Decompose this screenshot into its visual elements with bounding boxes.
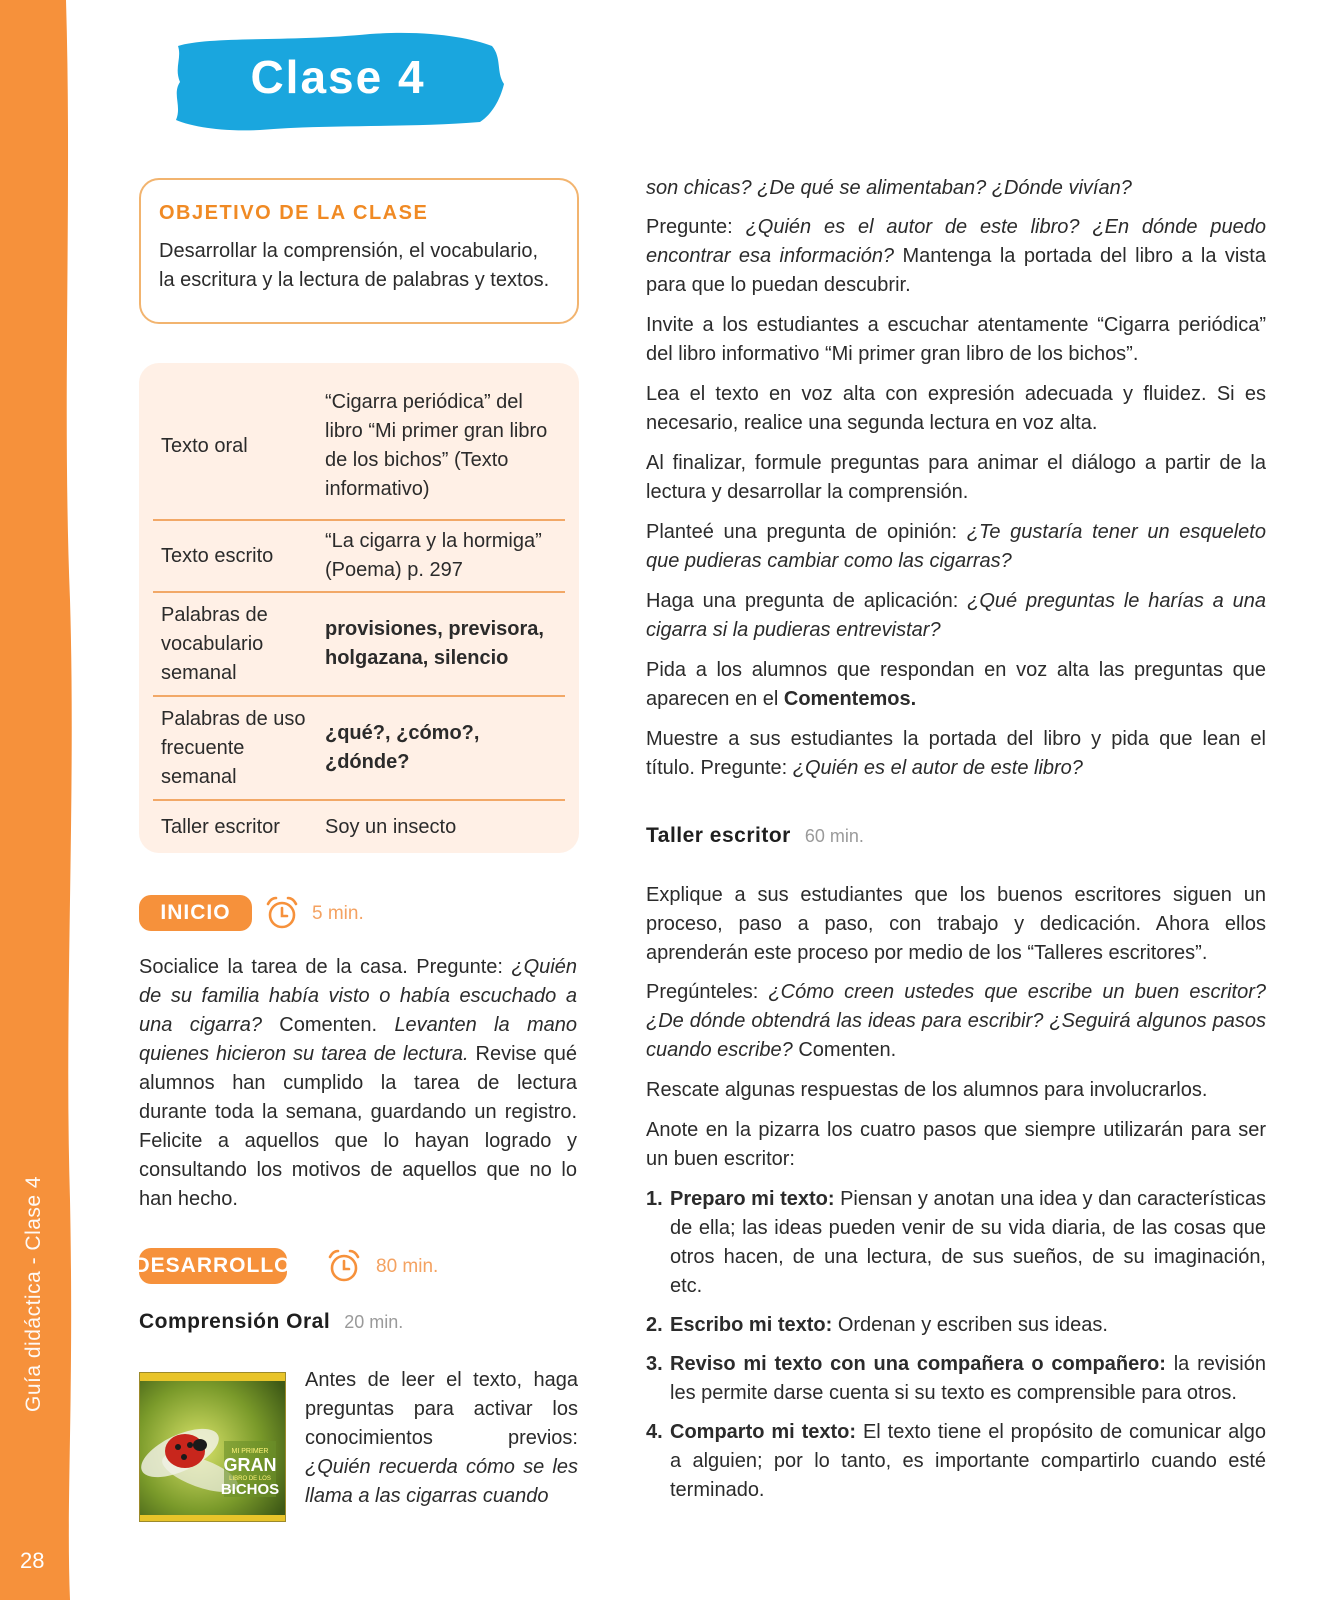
desarrollo-time: 80 min. <box>376 1256 439 1277</box>
paragraph: Haga una pregunta de aplicación: ¿Qué preguntas le harías a una cigarra si la pudieras entrevistar? <box>646 590 1267 641</box>
objective-title: OBJETIVO DE LA CLASE <box>159 202 429 224</box>
table-row <box>153 521 565 593</box>
paragraph: Al finalizar, formule preguntas para animar el diálogo a partir de la lectura y desarrollar la comprensión. <box>646 452 1266 503</box>
class-info-table <box>139 363 579 853</box>
row-label: Texto escrito <box>161 544 274 567</box>
table-row <box>153 373 565 521</box>
paragraph: Rescate algunas respuestas de los alumnos para involucrarlos. <box>646 1079 1208 1101</box>
book-cover-image <box>139 1372 286 1522</box>
book-cover-line: MI PRIMER <box>231 1448 269 1455</box>
paragraph: Explique a sus estudiantes que los buenos escritores siguen un proceso, paso a paso, con trabajo y dedicación. Ahora ellos aprenderán este proceso por medio de los “Talleres escritores”. <box>646 884 1266 964</box>
book-cover-line: BICHOS <box>220 1481 280 1498</box>
sidebar-label: Guía didáctica - Clase 4 <box>22 1175 45 1412</box>
row-value: “Cigarra periódica” del libro “Mi primer gran libro de los bichos” (Texto informativo) <box>325 391 548 500</box>
writing-steps-list <box>646 1185 1266 1515</box>
taller-heading: Taller escritor 60 min. <box>646 824 864 847</box>
list-item: 2. Escribo mi texto: Ordenan y escriben sus ideas. <box>646 1314 1108 1336</box>
book-cover-line: GRAN <box>223 1455 277 1475</box>
paragraph: Planteé una pregunta de opinión: ¿Te gustaría tener un esqueleto que pudieras cambiar como las cigarras? <box>646 521 1266 572</box>
paragraph: son chicas? ¿De qué se alimentaban? ¿Dónde vivían? <box>646 177 1132 199</box>
list-item: 4. Comparto mi texto: El texto tiene el propósito de comunicar algo a alguien; por lo tanto, es importante compartirlo cuando esté terminado. <box>646 1421 1266 1501</box>
book-cover-line: LIBRO DE LOS <box>229 1476 271 1482</box>
objective-box <box>139 178 579 324</box>
row-value: Soy un insecto <box>325 815 457 838</box>
paragraph: Anote en la pizarra los cuatro pasos que siempre utilizarán para ser un buen escritor: <box>646 1119 1266 1170</box>
desarrollo-badge: DESARROLLO <box>139 1248 287 1284</box>
inicio-badge: INICIO <box>139 895 252 931</box>
inicio-time: 5 min. <box>312 903 364 924</box>
list-item: 3. Reviso mi texto con una compañera o compañero: la revisión les permite darse cuenta si su texto es comprensible para otros. <box>646 1353 1266 1404</box>
paragraph: Muestre a sus estudiantes la portada del libro y pida que lean el título. Pregunte: ¿Quién es el autor de este libro? <box>646 728 1266 779</box>
row-label: Palabras de vocabulario semanal <box>161 603 268 684</box>
page-title: Clase 4 <box>250 51 426 103</box>
alarm-clock-icon <box>326 1248 362 1284</box>
paragraph: Lea el texto en voz alta con expresión adecuada y fluidez. Si es necesario, realice una segunda lectura en voz alta. <box>646 383 1266 434</box>
row-value: “La cigarra y la hormiga” (Poema) p. 297 <box>325 530 542 581</box>
row-label: Texto oral <box>161 434 248 457</box>
list-item: 1. Preparo mi texto: Piensan y anotan una idea y dan características de ella; las ideas pueden venir de su vida diaria, de las cosas que otros hacen, de una lectura, de sus sueños, de su imaginación, etc. <box>646 1188 1266 1297</box>
row-label: Taller escritor <box>161 815 280 838</box>
paragraph: Invite a los estudiantes a escuchar atentamente “Cigarra periódica” del libro informativo “Mi primer gran libro de los bichos”. <box>646 314 1266 365</box>
paragraph: Pida a los alumnos que respondan en voz alta las preguntas que aparecen en el Comentemos. <box>646 659 1266 710</box>
table-row <box>153 801 565 853</box>
paragraph: Pregunte: ¿Quién es el autor de este libro? ¿En dónde puedo encontrar esa información? Mantenga la portada del libro a la vista para que lo puedan descubrir. <box>646 216 1266 296</box>
book-intro-paragraph: Antes de leer el texto, haga preguntas para activar los conocimientos previos: ¿Quién recuerda cómo se les llama a las cigarras cuando <box>305 1369 578 1507</box>
row-value: ¿qué?, ¿cómo?, ¿dónde? <box>325 722 480 773</box>
table-row <box>153 593 565 697</box>
comprension-heading: Comprensión Oral 20 min. <box>139 1310 404 1333</box>
paragraph: Pregúnteles: ¿Cómo creen ustedes que escribe un buen escritor? ¿De dónde obtendrá las ideas para escribir? ¿Seguirá algunos pasos cuando escribe? Comenten. <box>646 981 1267 1061</box>
alarm-clock-icon <box>264 895 300 931</box>
row-value: provisiones, previsora, holgazana, silencio <box>325 618 544 669</box>
row-label: Palabras de uso frecuente semanal <box>161 707 306 788</box>
page-number: 28 <box>20 1548 45 1573</box>
objective-text: Desarrollar la comprensión, el vocabulario, la escritura y la lectura de palabras y textos. <box>159 240 550 291</box>
inicio-paragraph: Socialice la tarea de la casa. Pregunte: ¿Quién de su familia había visto o había escuchado a una cigarra? Comenten. Levanten la mano quienes hicieron su tarea de lectura. Revise qué alumnos han cumplido la tarea de lectura durante toda la semana, guardando un registro. Felicite a aquellos que lo hayan logrado y consultando los motivos de aquellos que no lo han hecho. <box>139 956 577 1210</box>
table-row <box>153 697 565 801</box>
